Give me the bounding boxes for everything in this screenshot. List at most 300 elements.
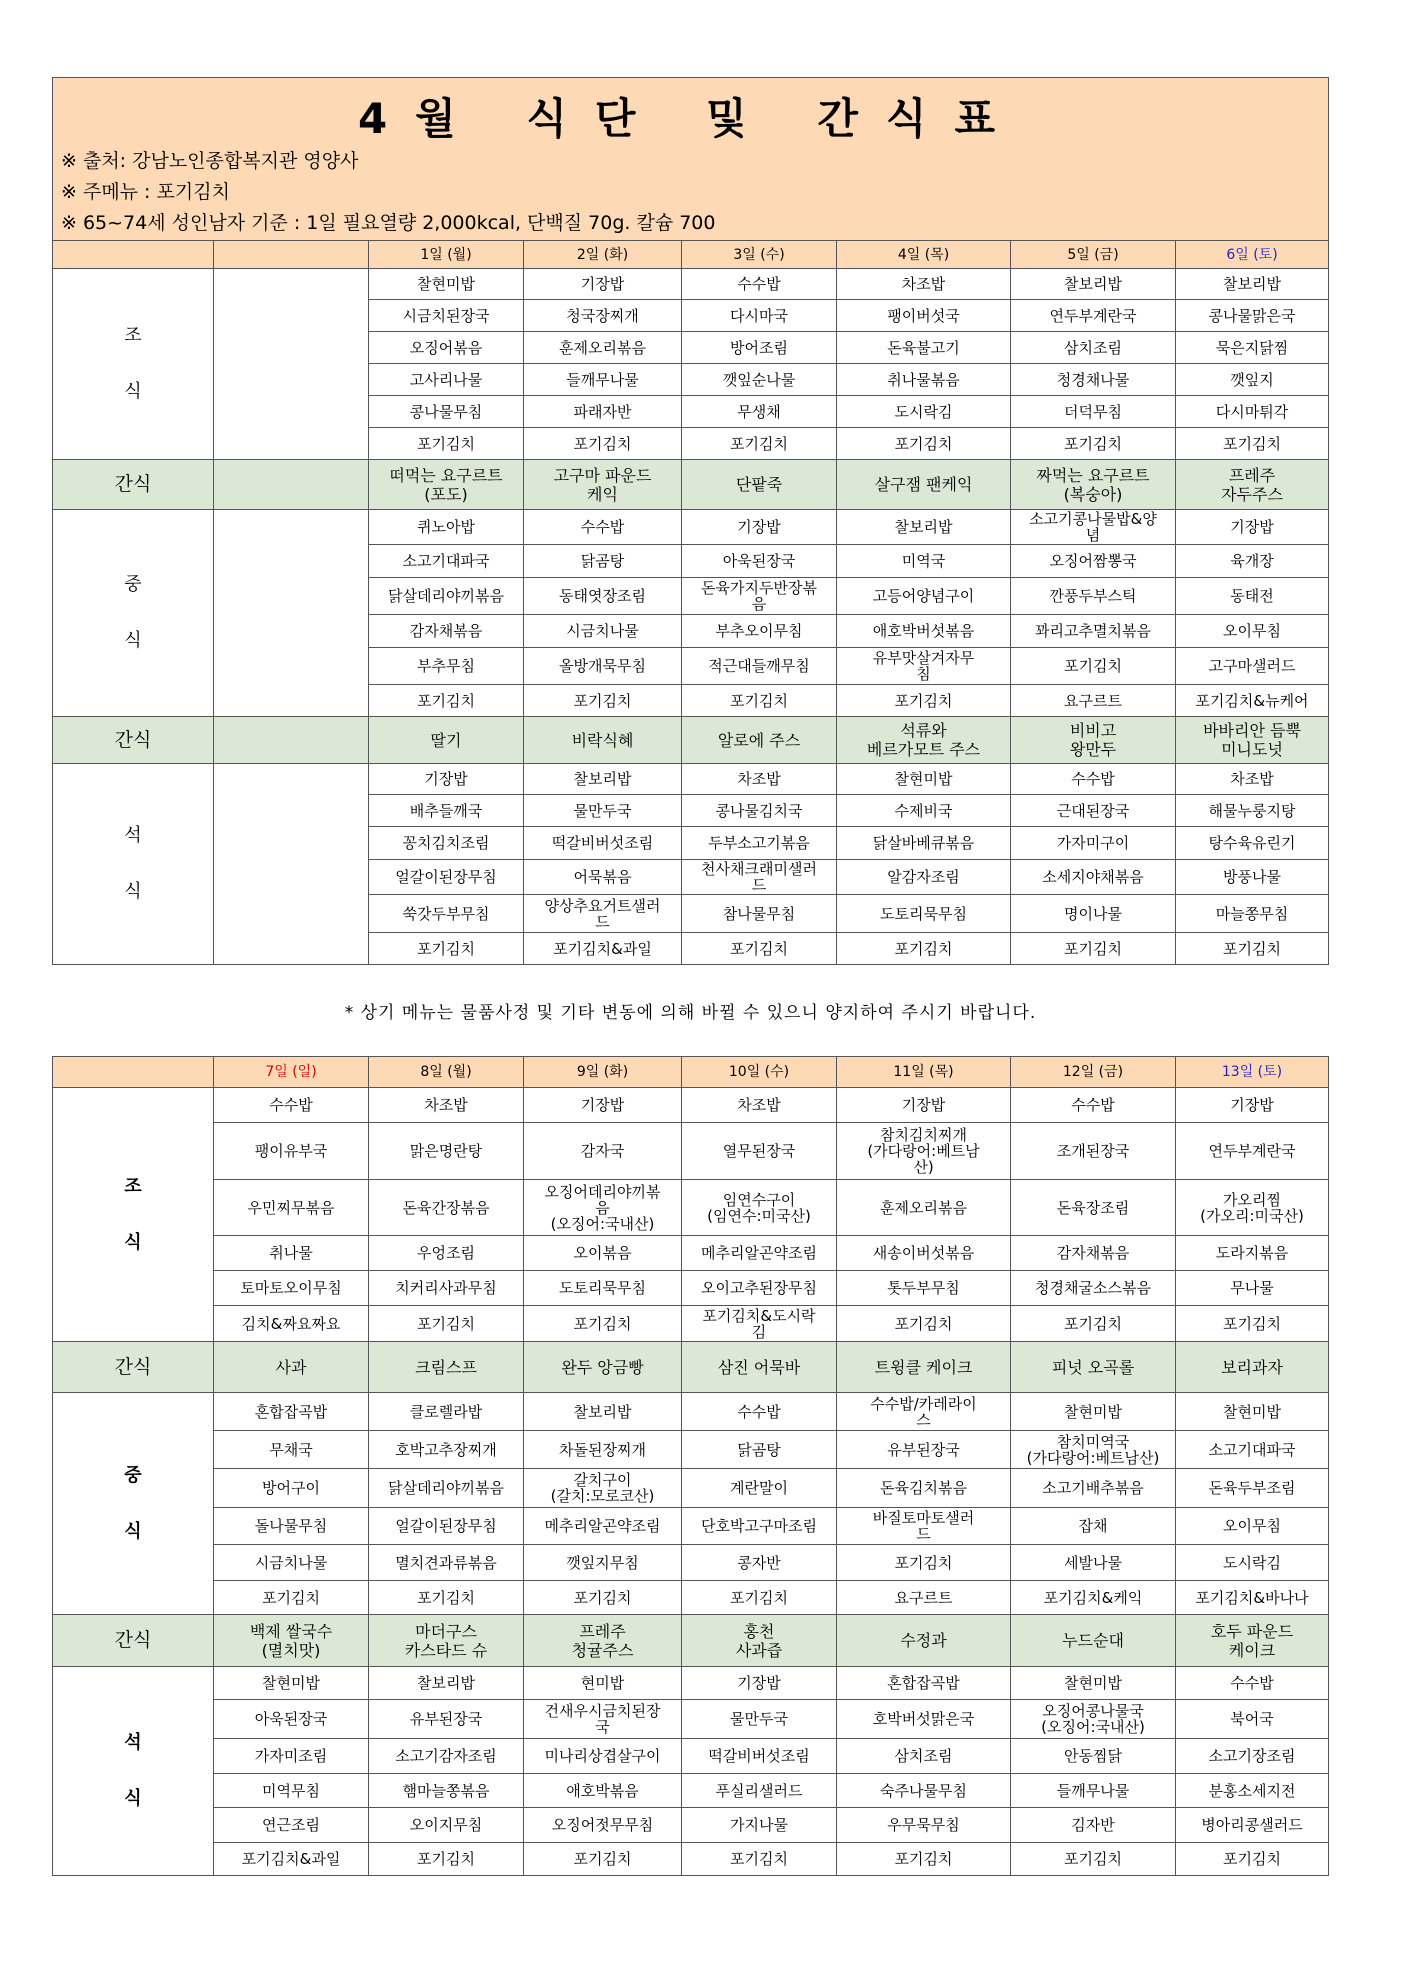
menu-item: 소고기대파국 (369, 545, 524, 578)
menu-item: 찰보리밥 (369, 1667, 524, 1700)
menu-item: 취나물볶음 (837, 364, 1011, 396)
menu-item: 오이볶음 (524, 1236, 682, 1271)
menu-item: 푸실리샐러드 (682, 1774, 837, 1808)
menu-item: 포기김치 (837, 428, 1011, 460)
snack-item: 바바리안 듬뿍 미니도넛 (1176, 717, 1329, 764)
menu-item: 시금치된장국 (369, 300, 524, 332)
snack-item: 프레주 자두주스 (1176, 460, 1329, 510)
menu-item: 수수밥 (1011, 764, 1176, 795)
dinner-label: 석 식 (53, 1667, 214, 1876)
menu-item: 포기김치 (837, 933, 1011, 965)
menu-item: 열무된장국 (682, 1123, 837, 1180)
menu-item: 도시락김 (1176, 1545, 1329, 1581)
blank-cell (214, 510, 369, 717)
menu-item: 시금치나물 (524, 615, 682, 648)
menu-item: 다시마튀각 (1176, 396, 1329, 428)
week2-menu-table (52, 1056, 1329, 1876)
menu-item: 연두부계란국 (1176, 1123, 1329, 1180)
menu-item: 돈육간장볶음 (369, 1180, 524, 1236)
menu-item: 오이무침 (1176, 615, 1329, 648)
snack-label: 간식 (53, 460, 214, 510)
table-row (53, 510, 1329, 545)
menu-item: 도토리묵무침 (524, 1271, 682, 1306)
menu-item: 참나물무침 (682, 895, 837, 933)
menu-item: 다시마국 (682, 300, 837, 332)
menu-item: 메추리알곤약조림 (682, 1236, 837, 1271)
table-row (53, 1508, 1329, 1545)
menu-item: 찰현미밥 (214, 1667, 369, 1700)
snack-label: 간식 (53, 1342, 214, 1393)
menu-item: 부추오이무침 (682, 615, 837, 648)
menu-item: 포기김치 (1176, 1306, 1329, 1342)
menu-item: 잡채 (1011, 1508, 1176, 1545)
menu-item: 오이고추된장무침 (682, 1271, 837, 1306)
menu-item: 소세지야채볶음 (1011, 860, 1176, 895)
snack-item: 트윙클 케이크 (837, 1342, 1011, 1393)
snack-item: 석류와 베르가모트 주스 (837, 717, 1011, 764)
menu-item: 아욱된장국 (214, 1700, 369, 1739)
menu-item: 임연수구이 (임연수:미국산) (682, 1180, 837, 1236)
menu-item: 천사채크래미샐러 드 (682, 860, 837, 895)
menu-item: 기장밥 (524, 269, 682, 300)
menu-item: 가자미구이 (1011, 827, 1176, 860)
menu-item: 포기김치 (524, 1306, 682, 1342)
menu-item: 포기김치 (369, 685, 524, 717)
menu-item: 찰보리밥 (524, 764, 682, 795)
menu-item: 기장밥 (837, 1088, 1011, 1123)
menu-item: 오징어젓무무침 (524, 1808, 682, 1843)
menu-item: 혼합잡곡밥 (214, 1393, 369, 1431)
menu-item: 깐풍두부스틱 (1011, 578, 1176, 615)
menu-item: 찰현미밥 (1011, 1667, 1176, 1700)
menu-item: 닭곰탕 (682, 1431, 837, 1469)
menu-item: 꽈리고추멸치볶음 (1011, 615, 1176, 648)
menu-item: 세발나물 (1011, 1545, 1176, 1581)
menu-item: 돌나물무침 (214, 1508, 369, 1545)
menu-item: 소고기배추볶음 (1011, 1469, 1176, 1508)
table-row (53, 764, 1329, 795)
menu-item: 기장밥 (682, 510, 837, 545)
page-title: 4월 식단 및 간식표 (357, 94, 1024, 143)
menu-item: 유부된장국 (837, 1431, 1011, 1469)
snack-item: 알로에 주스 (682, 717, 837, 764)
menu-item: 치커리사과무침 (369, 1271, 524, 1306)
menu-item: 우무묵무침 (837, 1808, 1011, 1843)
day-header: 13일 (토) (1176, 1057, 1329, 1088)
menu-item: 돈육가지두반장볶 음 (682, 578, 837, 615)
menu-item: 미역국 (837, 545, 1011, 578)
menu-item: 클로렐라밥 (369, 1393, 524, 1431)
menu-item: 조개된장국 (1011, 1123, 1176, 1180)
menu-item: 찰보리밥 (524, 1393, 682, 1431)
menu-item: 소고기콩나물밥&양 념 (1011, 510, 1176, 545)
menu-item: 참치미역국 (가다랑어:베트남산) (1011, 1431, 1176, 1469)
menu-item: 포기김치 (369, 428, 524, 460)
snack-item: 떠먹는 요구르트 (포도) (369, 460, 524, 510)
menu-item: 포기김치 (1011, 648, 1176, 685)
snack-row (53, 717, 1329, 764)
menu-item: 근대된장국 (1011, 795, 1176, 827)
menu-item: 포기김치 (369, 1581, 524, 1615)
day-header: 1일 (월) (369, 241, 524, 269)
menu-item: 김자반 (1011, 1808, 1176, 1843)
menu-item: 포기김치 (837, 1545, 1011, 1581)
menu-item: 기장밥 (1176, 1088, 1329, 1123)
snack-item: 수정과 (837, 1615, 1011, 1667)
menu-item: 방어구이 (214, 1469, 369, 1508)
snack-item: 비락식혜 (524, 717, 682, 764)
table-row (53, 1271, 1329, 1306)
day-header: 7일 (일) (214, 1057, 369, 1088)
menu-item: 두부소고기볶음 (682, 827, 837, 860)
table-row (53, 1545, 1329, 1581)
menu-item: 포기김치 (524, 1581, 682, 1615)
menu-item: 콩나물김치국 (682, 795, 837, 827)
menu-item: 마늘쫑무침 (1176, 895, 1329, 933)
menu-item: 포기김치&케익 (1011, 1581, 1176, 1615)
menu-item: 토마토오이무침 (214, 1271, 369, 1306)
snack-item: 완두 앙금빵 (524, 1342, 682, 1393)
menu-item: 오징어볶음 (369, 332, 524, 364)
snack-item: 삼진 어묵바 (682, 1342, 837, 1393)
menu-item: 훈제오리볶음 (837, 1180, 1011, 1236)
menu-item: 감자채볶음 (1011, 1236, 1176, 1271)
menu-item: 돈육불고기 (837, 332, 1011, 364)
menu-item: 배추들깨국 (369, 795, 524, 827)
menu-item: 기장밥 (682, 1667, 837, 1700)
table-row (53, 1431, 1329, 1469)
menu-item: 도토리묵무침 (837, 895, 1011, 933)
menu-item: 육개장 (1176, 545, 1329, 578)
menu-item: 가자미조림 (214, 1739, 369, 1774)
snack-item: 고구마 파운드 케익 (524, 460, 682, 510)
note-nutrition: ※ 65~74세 성인남자 기준 : 1일 필요열량 2,000kcal, 단백질 70g. 칼슘 700 (61, 212, 716, 234)
menu-item: 찰현미밥 (369, 269, 524, 300)
menu-item: 포기김치 (682, 428, 837, 460)
snack-item: 누드순대 (1011, 1615, 1176, 1667)
snack-item: 크림스프 (369, 1342, 524, 1393)
menu-item: 삼치조림 (1011, 332, 1176, 364)
menu-item: 미역무침 (214, 1774, 369, 1808)
menu-item: 팽이유부국 (214, 1123, 369, 1180)
menu-item: 수제비국 (837, 795, 1011, 827)
menu-item: 포기김치 (369, 933, 524, 965)
day-header: 12일 (금) (1011, 1057, 1176, 1088)
menu-item: 수수밥 (214, 1088, 369, 1123)
menu-item: 탕수육유린기 (1176, 827, 1329, 860)
dinner-label: 석 식 (53, 764, 214, 965)
menu-item: 포기김치 (524, 685, 682, 717)
menu-item: 얼갈이된장무침 (369, 860, 524, 895)
week1-table-wrap (52, 240, 1329, 965)
menu-item: 포기김치 (1011, 428, 1176, 460)
blank-header-cell (214, 241, 369, 269)
snack-item: 보리과자 (1176, 1342, 1329, 1393)
snack-item: 사과 (214, 1342, 369, 1393)
menu-item: 기장밥 (524, 1088, 682, 1123)
menu-item: 찰현미밥 (837, 764, 1011, 795)
menu-item: 닭살바베큐볶음 (837, 827, 1011, 860)
table-row (53, 1700, 1329, 1739)
menu-item: 무채국 (214, 1431, 369, 1469)
snack-item: 피넛 오곡롤 (1011, 1342, 1176, 1393)
table-row (53, 1306, 1329, 1342)
menu-item: 들깨무나물 (524, 364, 682, 396)
menu-item: 시금치나물 (214, 1545, 369, 1581)
menu-item: 포기김치 (837, 1306, 1011, 1342)
menu-item: 차조밥 (1176, 764, 1329, 795)
menu-item: 오이무침 (1176, 1508, 1329, 1545)
day-header: 2일 (화) (524, 241, 682, 269)
menu-item: 해물누룽지탕 (1176, 795, 1329, 827)
menu-item: 팽이버섯국 (837, 300, 1011, 332)
snack-item: 홍천 사과즙 (682, 1615, 837, 1667)
menu-item: 포기김치 (1011, 1843, 1176, 1876)
table-row (53, 1088, 1329, 1123)
menu-item: 참치김치찌개 (가다랑어:베트남 산) (837, 1123, 1011, 1180)
footnote: * 상기 메뉴는 물품사정 및 기타 변동에 의해 바뀔 수 있으니 양지하여 주시기 바랍니다. (344, 1003, 1037, 1023)
menu-item: 현미밥 (524, 1667, 682, 1700)
menu-item: 퀴노아밥 (369, 510, 524, 545)
menu-item: 김치&짜요짜요 (214, 1306, 369, 1342)
menu-item: 포기김치 (1011, 1306, 1176, 1342)
day-header: 11일 (목) (837, 1057, 1011, 1088)
day-header: 10일 (수) (682, 1057, 837, 1088)
menu-item: 도라지볶음 (1176, 1236, 1329, 1271)
menu-item: 유부맛살겨자무 침 (837, 648, 1011, 685)
menu-item: 분홍소세지전 (1176, 1774, 1329, 1808)
menu-item: 돈육두부조림 (1176, 1469, 1329, 1508)
menu-item: 북어국 (1176, 1700, 1329, 1739)
blank-cell (214, 460, 369, 510)
menu-item: 포기김치 (682, 685, 837, 717)
menu-item: 연두부계란국 (1011, 300, 1176, 332)
menu-item: 더덕무침 (1011, 396, 1176, 428)
snack-item: 프레주 청귤주스 (524, 1615, 682, 1667)
menu-item: 포기김치&바나나 (1176, 1581, 1329, 1615)
menu-item: 단호박고구마조림 (682, 1508, 837, 1545)
blank-cell (214, 717, 369, 764)
snack-label: 간식 (53, 1615, 214, 1667)
menu-item: 찰보리밥 (1011, 269, 1176, 300)
day-header: 9일 (화) (524, 1057, 682, 1088)
menu-item: 차돌된장찌개 (524, 1431, 682, 1469)
menu-item: 파래자반 (524, 396, 682, 428)
menu-item: 콩나물맑은국 (1176, 300, 1329, 332)
menu-item: 소고기장조림 (1176, 1739, 1329, 1774)
menu-item: 찰현미밥 (1176, 1393, 1329, 1431)
menu-item: 병아리콩샐러드 (1176, 1808, 1329, 1843)
menu-item: 기장밥 (369, 764, 524, 795)
table-row (53, 1180, 1329, 1236)
menu-item: 안동찜닭 (1011, 1739, 1176, 1774)
menu-item: 애호박버섯볶음 (837, 615, 1011, 648)
day-header: 6일 (토) (1176, 241, 1329, 269)
menu-item: 포기김치 (682, 933, 837, 965)
menu-item: 포기김치 (369, 1843, 524, 1876)
menu-item: 수수밥 (682, 269, 837, 300)
menu-item: 동태전 (1176, 578, 1329, 615)
table-row (53, 1581, 1329, 1615)
menu-item: 아욱된장국 (682, 545, 837, 578)
menu-item: 포기김치 (1176, 933, 1329, 965)
menu-item: 포기김치 (682, 1581, 837, 1615)
menu-item: 취나물 (214, 1236, 369, 1271)
menu-item: 들깨무나물 (1011, 1774, 1176, 1808)
menu-item: 계란말이 (682, 1469, 837, 1508)
menu-item: 갈치구이 (갈치:모로코산) (524, 1469, 682, 1508)
menu-item: 요구르트 (1011, 685, 1176, 717)
menu-item: 묵은지닭찜 (1176, 332, 1329, 364)
menu-item: 감자국 (524, 1123, 682, 1180)
snack-item: 백제 쌀국수 (멸치맛) (214, 1615, 369, 1667)
menu-item: 수수밥 (524, 510, 682, 545)
menu-item: 양상추요거트샐러 드 (524, 895, 682, 933)
menu-item: 닭살데리야끼볶음 (369, 1469, 524, 1508)
menu-item: 떡갈비버섯조림 (682, 1739, 837, 1774)
menu-item: 혼합잡곡밥 (837, 1667, 1011, 1700)
menu-item: 포기김치 (1176, 428, 1329, 460)
menu-item: 깻잎순나물 (682, 364, 837, 396)
menu-item: 차조밥 (369, 1088, 524, 1123)
menu-item: 요구르트 (837, 1581, 1011, 1615)
menu-item: 콩나물무침 (369, 396, 524, 428)
menu-item: 알감자조림 (837, 860, 1011, 895)
menu-item: 포기김치 (214, 1581, 369, 1615)
menu-item: 애호박볶음 (524, 1774, 682, 1808)
menu-item: 미나리상겹살구이 (524, 1739, 682, 1774)
snack-label: 간식 (53, 717, 214, 764)
menu-item: 포기김치 (837, 1843, 1011, 1876)
table-row (53, 1123, 1329, 1180)
menu-item: 호박버섯맑은국 (837, 1700, 1011, 1739)
menu-item: 고사리나물 (369, 364, 524, 396)
menu-item: 고등어양념구이 (837, 578, 1011, 615)
corner-cell (53, 1057, 214, 1088)
menu-item: 숙주나물무침 (837, 1774, 1011, 1808)
menu-item: 깻잎지 (1176, 364, 1329, 396)
blank-cell (214, 269, 369, 460)
menu-item: 소고기감자조림 (369, 1739, 524, 1774)
menu-item: 청국장찌개 (524, 300, 682, 332)
breakfast-label: 조 식 (53, 269, 214, 460)
menu-item: 수수밥 (682, 1393, 837, 1431)
snack-item: 비비고 왕만두 (1011, 717, 1176, 764)
menu-item: 오이지무침 (369, 1808, 524, 1843)
day-header: 5일 (금) (1011, 241, 1176, 269)
menu-item: 오징어짬뽕국 (1011, 545, 1176, 578)
menu-item: 닭살데리야끼볶음 (369, 578, 524, 615)
menu-item: 바질토마토샐러 드 (837, 1508, 1011, 1545)
menu-item: 오징어콩나물국 (오징어:국내산) (1011, 1700, 1176, 1739)
menu-item: 감자채볶음 (369, 615, 524, 648)
menu-item: 기장밥 (1176, 510, 1329, 545)
menu-item: 떡갈비버섯조림 (524, 827, 682, 860)
note-main-menu: ※ 주메뉴 : 포기김치 (61, 181, 230, 203)
menu-item: 포기김치 (524, 428, 682, 460)
menu-item: 찰현미밥 (1011, 1393, 1176, 1431)
menu-item: 얼갈이된장무침 (369, 1508, 524, 1545)
menu-item: 방풍나물 (1176, 860, 1329, 895)
day-header: 4일 (목) (837, 241, 1011, 269)
menu-item: 차조밥 (837, 269, 1011, 300)
menu-item: 훈제오리볶음 (524, 332, 682, 364)
menu-item: 연근조림 (214, 1808, 369, 1843)
snack-item: 짜먹는 요구르트 (복숭아) (1011, 460, 1176, 510)
menu-item: 가오리찜 (가오리:미국산) (1176, 1180, 1329, 1236)
menu-item: 동태엿장조림 (524, 578, 682, 615)
snack-row (53, 1615, 1329, 1667)
menu-item: 포기김치 (682, 1843, 837, 1876)
menu-item: 포기김치&뉴케어 (1176, 685, 1329, 717)
menu-item: 호박고추장찌개 (369, 1431, 524, 1469)
table-row (53, 1236, 1329, 1271)
menu-item: 수수밥 (1176, 1667, 1329, 1700)
menu-header (52, 77, 1329, 241)
lunch-label: 중 식 (53, 510, 214, 717)
menu-item: 쑥갓두부무침 (369, 895, 524, 933)
table-row (53, 1739, 1329, 1774)
note-source: ※ 출처: 강남노인종합복지관 영양사 (61, 150, 359, 172)
menu-item: 포기김치&도시락 김 (682, 1306, 837, 1342)
snack-item: 마더구스 카스타드 슈 (369, 1615, 524, 1667)
menu-item: 청경채굴소스볶음 (1011, 1271, 1176, 1306)
menu-item: 명이나물 (1011, 895, 1176, 933)
menu-item: 돈육김치볶음 (837, 1469, 1011, 1508)
snack-row (53, 460, 1329, 510)
corner-cell (53, 241, 214, 269)
snack-item: 단팥죽 (682, 460, 837, 510)
snack-item: 호두 파운드 케이크 (1176, 1615, 1329, 1667)
table-row (53, 1667, 1329, 1700)
table-row (53, 1393, 1329, 1431)
snack-item: 딸기 (369, 717, 524, 764)
table-row (53, 1843, 1329, 1876)
menu-item: 건새우시금치된장 국 (524, 1700, 682, 1739)
menu-item: 맑은명란탕 (369, 1123, 524, 1180)
menu-item: 포기김치 (837, 685, 1011, 717)
menu-item: 포기김치&과일 (524, 933, 682, 965)
week1-menu-table (52, 240, 1329, 965)
menu-item: 청경채나물 (1011, 364, 1176, 396)
menu-item: 오징어데리야끼볶 음 (오징어:국내산) (524, 1180, 682, 1236)
menu-item: 돈육장조림 (1011, 1180, 1176, 1236)
table-row (53, 1469, 1329, 1508)
menu-item: 무생채 (682, 396, 837, 428)
menu-item: 유부된장국 (369, 1700, 524, 1739)
menu-item: 포기김치 (1176, 1843, 1329, 1876)
menu-item: 포기김치 (1011, 933, 1176, 965)
menu-item: 포기김치 (524, 1843, 682, 1876)
table-row (53, 1808, 1329, 1843)
menu-item: 햄마늘쫑볶음 (369, 1774, 524, 1808)
menu-item: 무나물 (1176, 1271, 1329, 1306)
menu-item: 차조밥 (682, 1088, 837, 1123)
lunch-label: 중 식 (53, 1393, 214, 1615)
day-header: 3일 (수) (682, 241, 837, 269)
menu-item: 적근대들깨무침 (682, 648, 837, 685)
menu-item: 차조밥 (682, 764, 837, 795)
menu-item: 찰보리밥 (1176, 269, 1329, 300)
week2-table-wrap (52, 1056, 1329, 1876)
menu-item: 삼치조림 (837, 1739, 1011, 1774)
table-row (53, 1774, 1329, 1808)
table-row (53, 269, 1329, 300)
menu-item: 포기김치&과일 (214, 1843, 369, 1876)
menu-item: 닭곰탕 (524, 545, 682, 578)
menu-item: 콩자반 (682, 1545, 837, 1581)
menu-item: 물만두국 (524, 795, 682, 827)
